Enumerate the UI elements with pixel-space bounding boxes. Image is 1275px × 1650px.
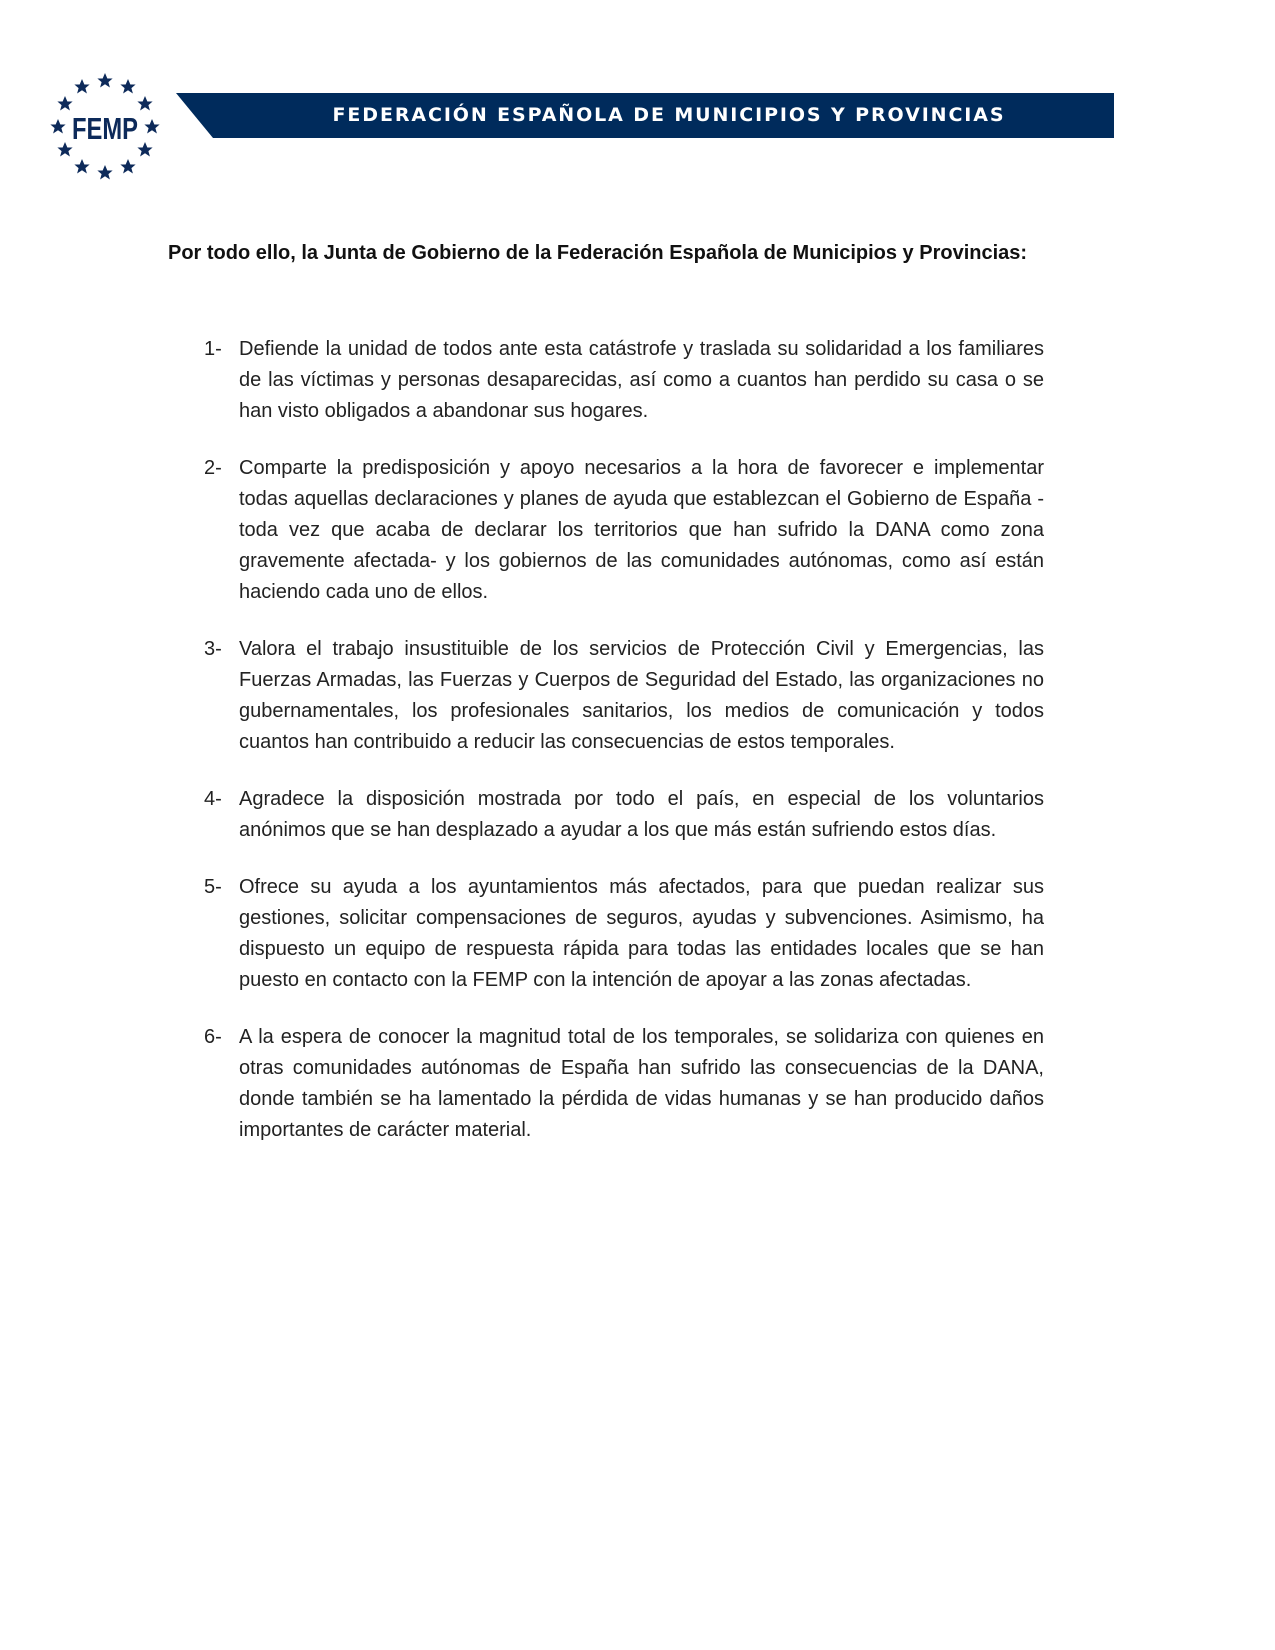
list-item: [168, 453, 1044, 608]
logo-text: FEMP: [72, 111, 138, 146]
list-item: [168, 784, 1044, 846]
banner-title: FEDERACIÓN ESPAÑOLA DE MUNICIPIOS Y PROVINCIAS: [332, 104, 1006, 126]
item-text: A la espera de conocer la magnitud total de los temporales, se solidariza con quienes en otras comunidades autónomas de España han sufrido las consecuencias de la DANA, donde también se ha lamentado la pérdida de vidas humanas y se han producido daños importantes de carácter material.: [239, 1026, 1044, 1141]
item-text: Defiende la unidad de todos ante esta catástrofe y traslada su solidaridad a los familiares de las víctimas y personas desaparecidas, así como a cuantos han perdido su casa o se han visto obligados a abandonar sus hogares.: [239, 338, 1044, 422]
document-body: [168, 238, 1044, 1172]
resolution-list: [168, 334, 1044, 1146]
femp-logo: [46, 70, 164, 186]
item-number: 4-: [204, 788, 222, 810]
header-banner: [176, 93, 1114, 138]
intro-paragraph: Por todo ello, la Junta de Gobierno de la Federación Española de Municipios y Provincias:: [168, 242, 1028, 264]
item-number: 5-: [204, 876, 222, 898]
list-item: [168, 334, 1044, 427]
item-number: 3-: [204, 638, 222, 660]
item-number: 1-: [204, 338, 222, 360]
item-number: 2-: [204, 457, 222, 479]
item-text: Agradece la disposición mostrada por todo el país, en especial de los voluntarios anónimos que se han desplazado a ayudar a los que más están sufriendo estos días.: [239, 788, 1044, 841]
item-text: Comparte la predisposición y apoyo necesarios a la hora de favorecer e implementar todas aquellas declaraciones y planes de ayuda que establezcan el Gobierno de España -toda vez que acaba de declarar los territorios que han sufrido la DANA como zona gravemente afectada- y los gobiernos de las comunidades autónomas, como así están haciendo cada uno de ellos.: [239, 457, 1044, 603]
item-text: Ofrece su ayuda a los ayuntamientos más afectados, para que puedan realizar sus gestiones, solicitar compensaciones de seguros, ayudas y subvenciones. Asimismo, ha dispuesto un equipo de respuesta rápida para todas las entidades locales que se han puesto en contacto con la FEMP con la intención de apoyar a las zonas afectadas.: [239, 876, 1044, 991]
list-item: [168, 634, 1044, 758]
item-text: Valora el trabajo insustituible de los servicios de Protección Civil y Emergencias, las Fuerzas Armadas, las Fuerzas y Cuerpos de Seguridad del Estado, las organizaciones no gubernamentales, los profesionales sanitarios, los medios de comunicación y todos cuantos han contribuido a reducir las consecuencias de estos temporales.: [239, 638, 1044, 753]
item-number: 6-: [204, 1026, 222, 1048]
list-item: [168, 872, 1044, 996]
list-item: [168, 1022, 1044, 1146]
star-ring-icon: [46, 70, 164, 186]
